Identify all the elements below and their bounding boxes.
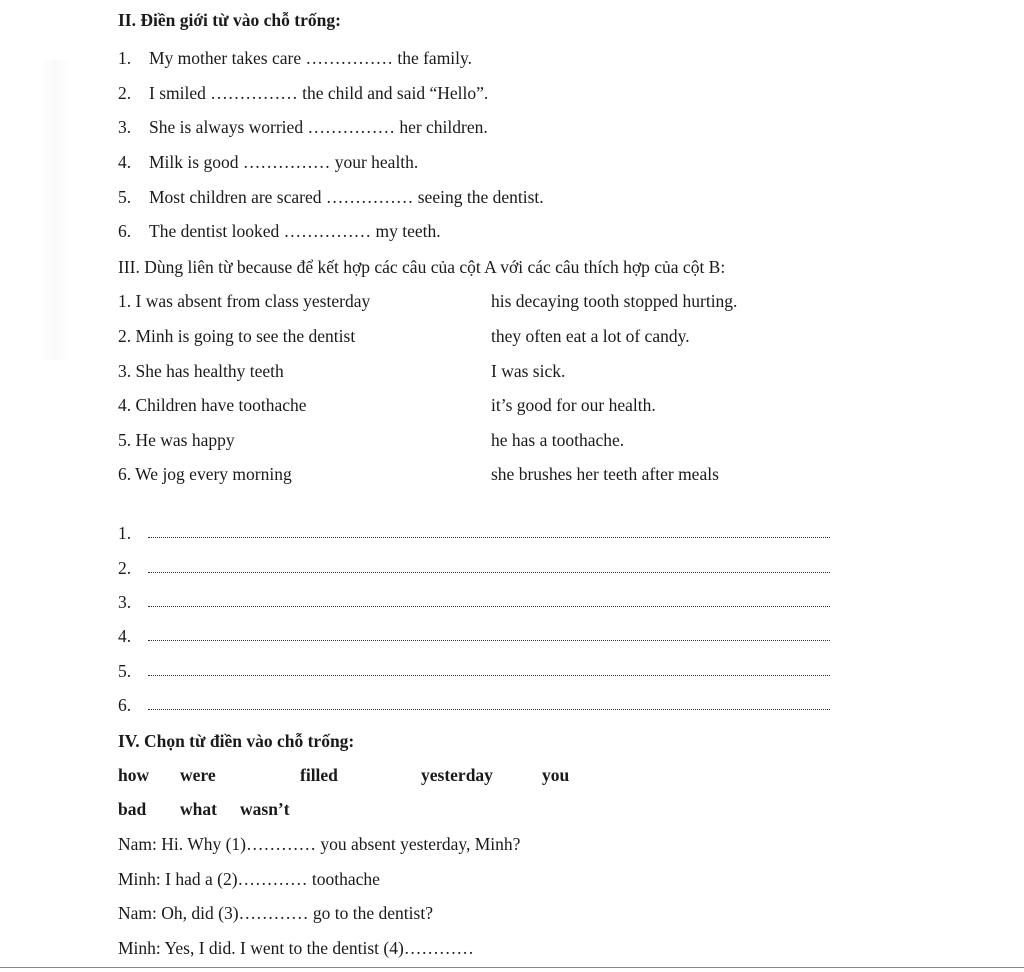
item-number: 4. [118, 152, 132, 172]
word-bank-bad: bad [118, 799, 147, 819]
word-bank-yesterday: yesterday [421, 765, 493, 785]
answer-number: 2. [118, 558, 132, 578]
item-number: 2. [118, 83, 132, 103]
column-a-item-5: 5. He was happy [118, 430, 235, 450]
answer-line-2[interactable] [118, 557, 830, 579]
section-2-heading: II. Điền giới từ vào chỗ trống: [118, 10, 341, 30]
section-3-heading: III. Dùng liên từ because để kết hợp các câu của cột A với các câu thích hợp của cột B: [118, 257, 726, 277]
item-text: My mother takes care …………… the family. [149, 48, 473, 68]
answer-line-3[interactable] [118, 591, 830, 613]
sec2-item-6 [118, 220, 441, 242]
scan-margin-shadow [40, 60, 70, 360]
word-bank-you: you [542, 765, 570, 785]
column-b-item-1: his decaying tooth stopped hurting. [491, 291, 738, 311]
word-bank-wasnt: wasn’t [240, 799, 290, 819]
word-bank-were: were [180, 765, 216, 785]
item-text: Milk is good …………… your health. [149, 152, 419, 172]
column-a-item-2: 2. Minh is going to see the dentist [118, 326, 356, 346]
sec2-item-2 [118, 82, 488, 104]
item-number: 6. [118, 221, 132, 241]
column-a-item-4: 4. Children have toothache [118, 395, 307, 415]
item-text: I smiled …………… the child and said “Hello”. [149, 83, 489, 103]
column-b-item-6: she brushes her teeth after meals [491, 464, 719, 484]
column-a-item-1: 1. I was absent from class yesterday [118, 291, 371, 311]
item-text: The dentist looked …………… my teeth. [149, 221, 441, 241]
item-number: 5. [118, 187, 132, 207]
column-b-item-2: they often eat a lot of candy. [491, 326, 690, 346]
answer-line-6[interactable] [118, 694, 830, 716]
answer-number: 6. [118, 695, 132, 715]
column-a-item-3: 3. She has healthy teeth [118, 361, 284, 381]
answer-number: 3. [118, 592, 132, 612]
dialogue-line-3: Nam: Oh, did (3)………… go to the dentist? [118, 903, 433, 923]
item-number: 1. [118, 48, 132, 68]
page-bottom-edge [0, 967, 1024, 968]
sec2-item-3 [118, 116, 488, 138]
column-b-item-3: I was sick. [491, 361, 566, 381]
dialogue-line-4: Minh: Yes, I did. I went to the dentist (4)………… [118, 938, 474, 958]
item-text: Most children are scared …………… seeing the dentist. [149, 187, 544, 207]
sec2-item-1 [118, 47, 472, 69]
column-b-item-5: he has a toothache. [491, 430, 625, 450]
dotted-line [148, 675, 830, 676]
dotted-line [148, 572, 830, 573]
dotted-line [148, 537, 830, 538]
sec2-item-5 [118, 186, 544, 208]
word-bank-filled: filled [300, 765, 338, 785]
word-bank-how: how [118, 765, 150, 785]
section-4-heading: IV. Chọn từ điền vào chỗ trống: [118, 731, 355, 751]
word-bank-what: what [180, 799, 217, 819]
answer-number: 5. [118, 661, 132, 681]
dotted-line [148, 709, 830, 710]
sec2-item-4 [118, 151, 418, 173]
answer-line-1[interactable] [118, 522, 830, 544]
column-b-item-4: it’s good for our health. [491, 395, 656, 415]
item-number: 3. [118, 117, 132, 137]
answer-number: 4. [118, 626, 132, 646]
dotted-line [148, 606, 830, 607]
column-a-item-6: 6. We jog every morning [118, 464, 292, 484]
item-text: She is always worried …………… her children. [149, 117, 488, 137]
answer-number: 1. [118, 523, 132, 543]
dotted-line [148, 640, 830, 641]
answer-line-4[interactable] [118, 625, 830, 647]
dialogue-line-2: Minh: I had a (2)………… toothache [118, 869, 380, 889]
dialogue-line-1: Nam: Hi. Why (1)………… you absent yesterday, Minh? [118, 834, 521, 854]
answer-line-5[interactable] [118, 660, 830, 682]
